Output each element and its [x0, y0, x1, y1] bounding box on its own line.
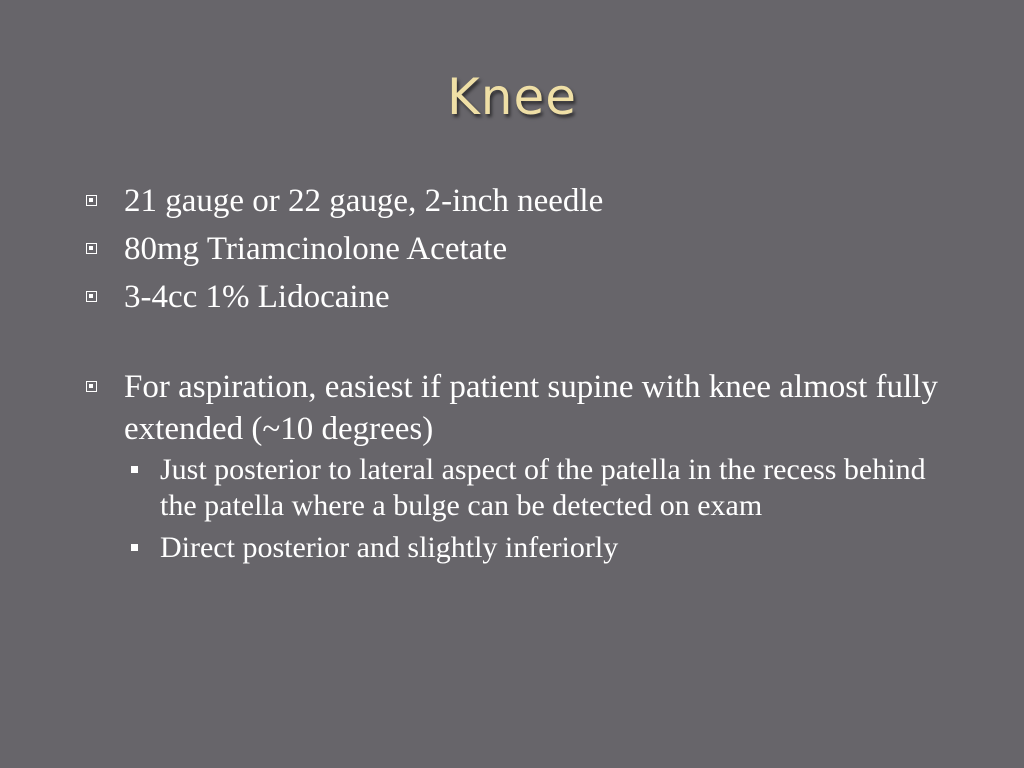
square-bullet-icon — [86, 291, 97, 302]
small-square-bullet-icon — [131, 544, 138, 551]
slide-title: Knee — [446, 68, 577, 126]
sub-bullet-list — [124, 452, 944, 566]
bullet-text: 21 gauge or 22 gauge, 2-inch needle — [124, 183, 604, 219]
sub-bullet-text: Direct posterior and slightly inferiorly — [160, 531, 619, 564]
bullet-item — [84, 366, 944, 566]
small-square-bullet-icon — [131, 466, 138, 473]
sub-bullet-item — [124, 452, 944, 524]
bullet-text: 3-4cc 1% Lidocaine — [124, 279, 390, 315]
bullet-item — [84, 180, 944, 222]
sub-bullet-item — [124, 530, 944, 566]
bullet-text: For aspiration, easiest if patient supine with knee almost fully extended (~10 degrees) — [124, 369, 938, 447]
bullet-list — [84, 180, 944, 572]
square-bullet-icon — [86, 381, 97, 392]
bullet-item — [84, 228, 944, 270]
bullet-item — [84, 276, 944, 318]
bullet-text: 80mg Triamcinolone Acetate — [124, 231, 508, 267]
square-bullet-icon — [86, 243, 97, 254]
sub-bullet-text: Just posterior to lateral aspect of the patella in the recess behind the patella where a bulge can be detected on exam — [160, 453, 926, 522]
square-bullet-icon — [86, 195, 97, 206]
